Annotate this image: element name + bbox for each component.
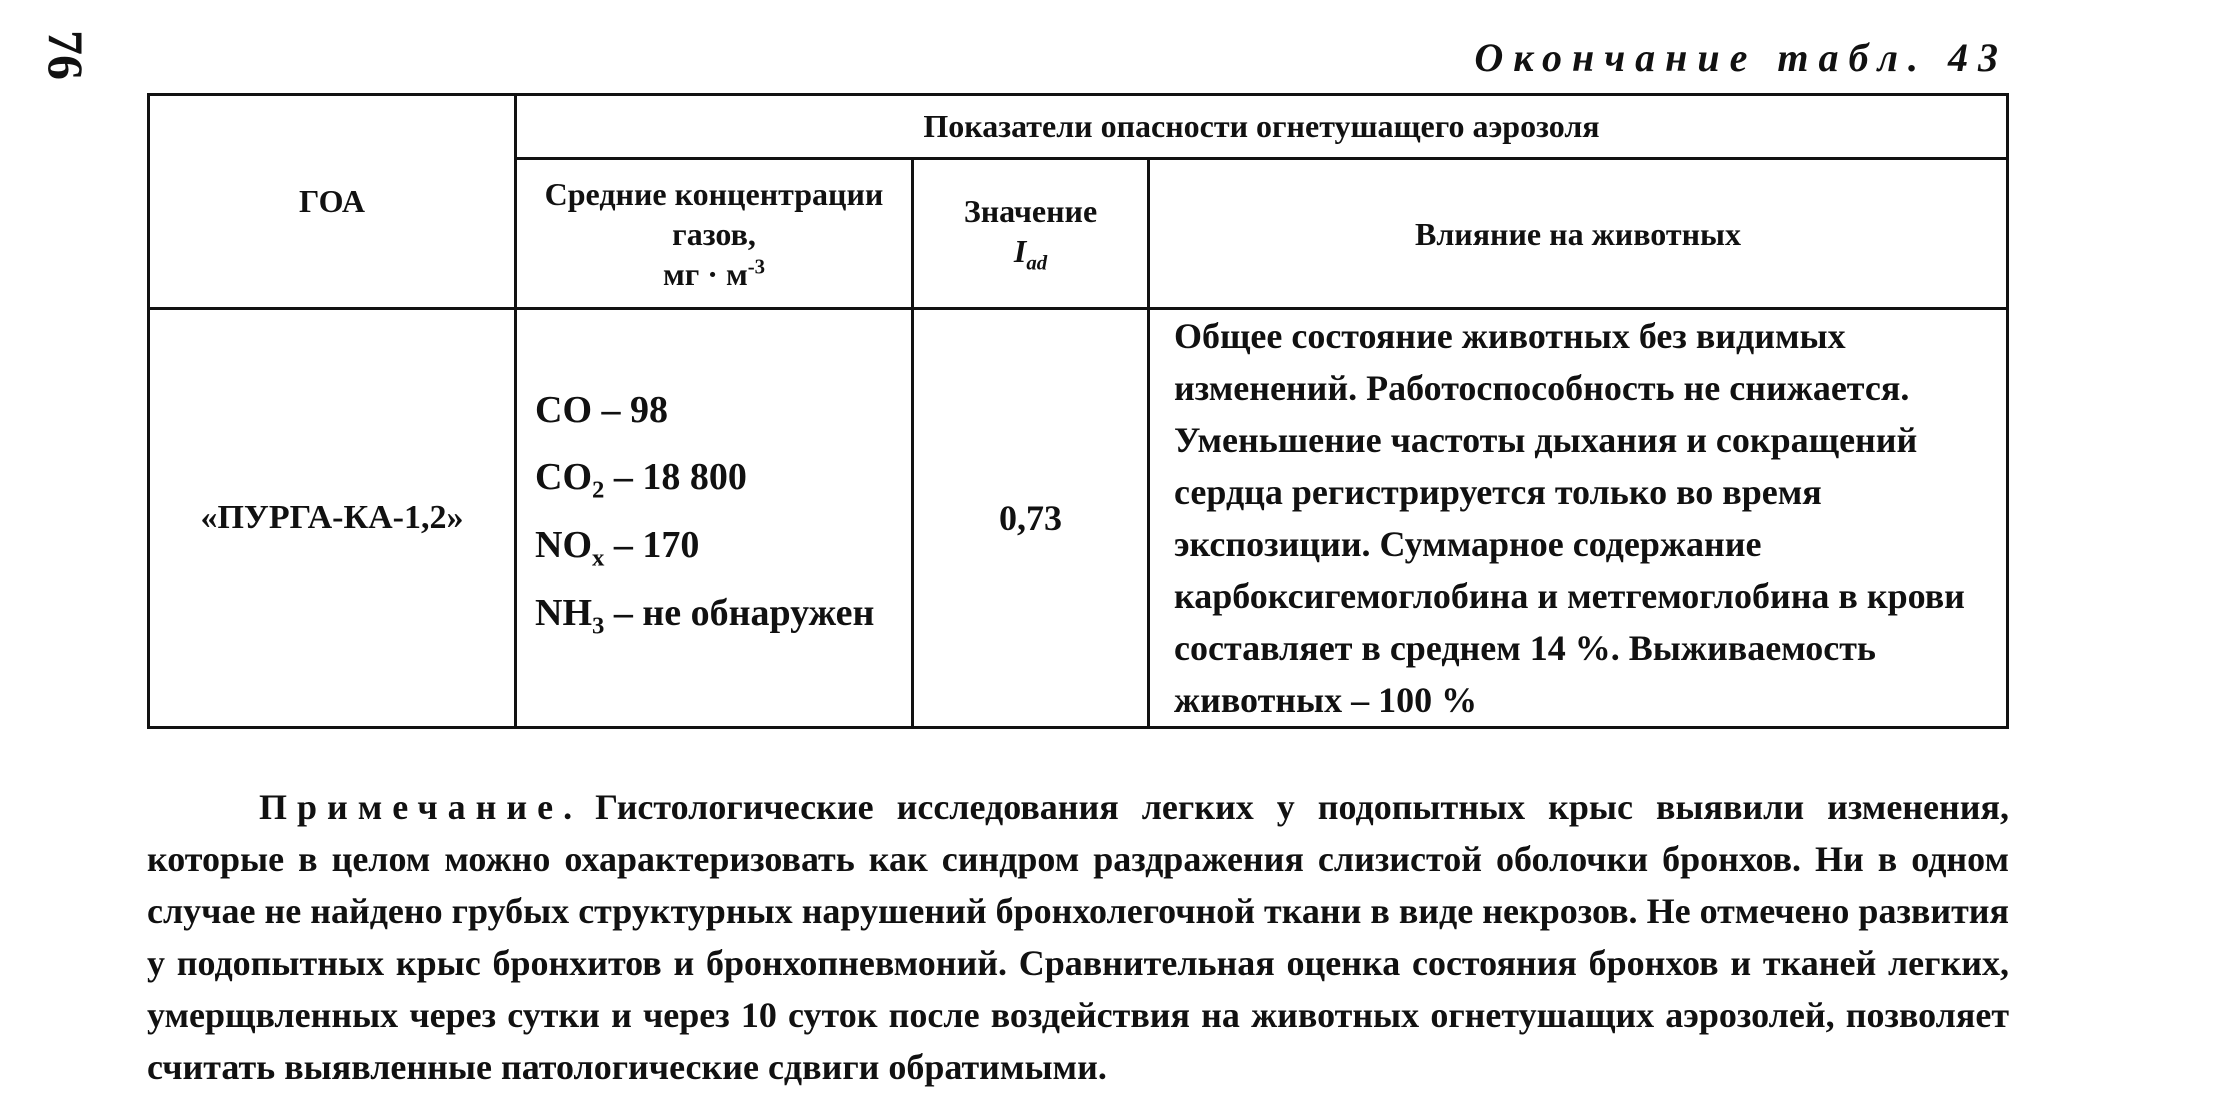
cell-goa: «ПУРГА-КА-1,2» <box>149 309 516 728</box>
header-effect: Влияние на животных <box>1149 159 2008 309</box>
header-value-symbol-sub: ad <box>1026 251 1048 275</box>
header-goa: ГОА <box>149 95 516 309</box>
header-value-text: Значение <box>963 192 1098 229</box>
table-continuation-label: Окончание табл. 43 <box>1474 35 2008 80</box>
hazard-table <box>147 93 2009 729</box>
note-label: Примечание <box>259 787 564 827</box>
note-paragraph <box>147 781 2009 1093</box>
concentration-item: $CO_2 - 18$ 800 <box>535 456 747 504</box>
header-value-symbol: I <box>1013 232 1027 269</box>
table-row <box>149 309 2008 728</box>
concentration-item: $NO_x - 170$ <box>535 524 700 572</box>
header-value <box>913 159 1149 309</box>
cell-concentrations <box>516 309 913 728</box>
header-group: Показатели опасности огнетушащего аэрозоля <box>516 95 2008 159</box>
table-header-row <box>149 95 2008 159</box>
concentration-item: $NH_3$ – не обнаружен <box>535 591 875 640</box>
header-concentration-unit: мг · м <box>662 255 748 292</box>
note-text: . Гистологические исследования легких у подопытных крыс выявили изменения, которые в целом можно охарактеризовать как синдром раздражения слизистой оболочки бронхов. Ни в одном случае не найдено грубых структурных нарушений бронхолегочной ткани в виде некрозов. Не отмечено развития у подопытных крыс бронхитов и бронхопневмоний. Сравнительная оценка состояния бронхов и тканей легких, умерщвленных через сутки и через 10 суток после воздействия на животных огнетушащих аэрозолей, позволяет считать выявленные патологические сдвиги обратимыми. <box>147 787 2009 1087</box>
concentration-item: CO – 98 <box>535 388 668 431</box>
header-concentration <box>516 159 913 309</box>
cell-iad: 0,73 <box>913 309 1149 728</box>
header-concentration-unit-exp: -3 <box>747 254 766 278</box>
cell-effect: Общее состояние животных без видимых изменений. Работоспособность не снижается. Уменьшение частоты дыхания и сокращений сердца регистрируется только во время экспозиции. Суммарное содержание карбоксигемоглобина и метгемоглобина в крови составляет в среднем 14 %. Выживаемость животных – 100 % <box>1149 309 2008 728</box>
header-concentration-text: Средние концентрации газов, <box>544 175 884 252</box>
page-number: 76 <box>38 30 94 80</box>
